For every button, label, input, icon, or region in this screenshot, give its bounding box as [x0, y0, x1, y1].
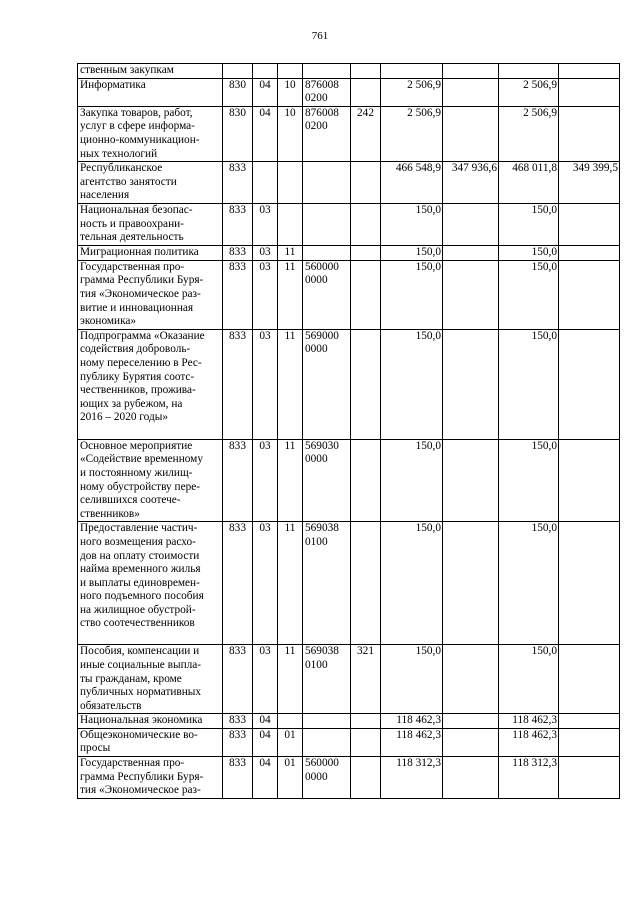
row-vr-cell [351, 260, 381, 329]
row-sum2-cell: 347 936,6 [443, 162, 499, 204]
row-vr-cell [351, 204, 381, 246]
row-sum4-cell [559, 106, 620, 161]
table-row [78, 204, 620, 246]
row-name-cell: Республиканское агентство занятости населения [78, 162, 223, 204]
row-vr-cell [351, 522, 381, 645]
row-rz-cell: 03 [253, 260, 278, 329]
row-sum3-cell: 150,0 [499, 645, 559, 714]
row-rz-cell [253, 162, 278, 204]
row-sum4-cell [559, 260, 620, 329]
row-pr-cell [278, 714, 303, 729]
row-vr-cell [351, 439, 381, 522]
table-row [78, 246, 620, 261]
row-sum3-cell: 150,0 [499, 522, 559, 645]
row-csr-cell [303, 162, 351, 204]
row-vr-cell: 242 [351, 106, 381, 161]
row-pr-cell [278, 64, 303, 79]
row-sum4-cell [559, 246, 620, 261]
row-gr-cell: 833 [223, 246, 253, 261]
table-row [78, 106, 620, 161]
row-sum4-cell [559, 728, 620, 756]
row-sum1-cell: 150,0 [381, 329, 443, 439]
row-csr-cell: 560000 0000 [303, 260, 351, 329]
row-sum4-cell [559, 78, 620, 106]
row-csr-cell: 569000 0000 [303, 329, 351, 439]
row-sum1-cell: 118 462,3 [381, 714, 443, 729]
row-name-cell: ственным закупкам [78, 64, 223, 79]
row-sum2-cell [443, 757, 499, 799]
row-csr-cell [303, 728, 351, 756]
row-vr-cell [351, 329, 381, 439]
row-sum1-cell: 2 506,9 [381, 106, 443, 161]
table-row [78, 439, 620, 522]
table-row [78, 78, 620, 106]
row-sum2-cell [443, 329, 499, 439]
row-gr-cell: 833 [223, 329, 253, 439]
row-sum3-cell: 118 462,3 [499, 714, 559, 729]
row-sum2-cell [443, 728, 499, 756]
table-row [78, 522, 620, 645]
row-rz-cell [253, 64, 278, 79]
row-gr-cell: 833 [223, 260, 253, 329]
row-sum4-cell [559, 522, 620, 645]
row-sum1-cell: 150,0 [381, 439, 443, 522]
row-name-cell: Подпрограмма «Оказание содействия доброволь- ному переселению в Рес- публику Бурятия соотс- чественников, прожива- ющих за рубежом, на 2016 – 2020 годы» [78, 329, 223, 439]
table-row [78, 645, 620, 714]
row-csr-cell: 876008 0200 [303, 106, 351, 161]
row-sum4-cell [559, 64, 620, 79]
table-row [78, 260, 620, 329]
row-sum1-cell: 150,0 [381, 260, 443, 329]
budget-table [77, 63, 620, 799]
row-csr-cell: 560000 0000 [303, 757, 351, 799]
row-gr-cell: 833 [223, 645, 253, 714]
row-pr-cell: 10 [278, 106, 303, 161]
row-csr-cell: 569038 0100 [303, 645, 351, 714]
row-csr-cell: 569030 0000 [303, 439, 351, 522]
row-gr-cell: 833 [223, 204, 253, 246]
row-pr-cell [278, 162, 303, 204]
row-vr-cell [351, 78, 381, 106]
row-sum2-cell [443, 260, 499, 329]
row-sum1-cell [381, 64, 443, 79]
row-sum3-cell: 118 462,3 [499, 728, 559, 756]
row-name-cell: Предоставление частич- ного возмещения расхо- дов на оплату стоимости найма временного жилья и выплаты единовремен- ного подъемного пособия на жилищное обустрой- ство соотечественников [78, 522, 223, 645]
row-sum2-cell [443, 78, 499, 106]
row-sum3-cell: 150,0 [499, 204, 559, 246]
row-pr-cell: 01 [278, 728, 303, 756]
row-pr-cell: 11 [278, 246, 303, 261]
row-csr-cell [303, 64, 351, 79]
row-pr-cell: 01 [278, 757, 303, 799]
row-gr-cell [223, 64, 253, 79]
row-sum3-cell: 468 011,8 [499, 162, 559, 204]
row-pr-cell: 10 [278, 78, 303, 106]
row-sum1-cell: 150,0 [381, 522, 443, 645]
row-name-cell: Информатика [78, 78, 223, 106]
row-vr-cell: 321 [351, 645, 381, 714]
row-pr-cell: 11 [278, 260, 303, 329]
page-number: 761 [311, 30, 329, 42]
row-sum4-cell [559, 714, 620, 729]
row-sum4-cell: 349 399,5 [559, 162, 620, 204]
row-sum1-cell: 118 462,3 [381, 728, 443, 756]
row-sum3-cell: 2 506,9 [499, 106, 559, 161]
row-sum2-cell [443, 522, 499, 645]
row-sum3-cell [499, 64, 559, 79]
row-pr-cell: 11 [278, 522, 303, 645]
row-rz-cell: 03 [253, 329, 278, 439]
row-sum3-cell: 150,0 [499, 246, 559, 261]
row-sum2-cell [443, 714, 499, 729]
row-vr-cell [351, 246, 381, 261]
table-row [78, 728, 620, 756]
row-sum1-cell: 118 312,3 [381, 757, 443, 799]
table-row [78, 757, 620, 799]
row-gr-cell: 833 [223, 714, 253, 729]
row-name-cell: Миграционная политика [78, 246, 223, 261]
row-rz-cell: 03 [253, 439, 278, 522]
row-name-cell: Закупка товаров, работ, услуг в сфере информа- ционно-коммуникацион- ных технологий [78, 106, 223, 161]
row-rz-cell: 04 [253, 106, 278, 161]
row-pr-cell: 11 [278, 439, 303, 522]
row-rz-cell: 04 [253, 728, 278, 756]
row-name-cell: Общеэкономические во- просы [78, 728, 223, 756]
row-sum1-cell: 150,0 [381, 246, 443, 261]
row-csr-cell: 876008 0200 [303, 78, 351, 106]
row-vr-cell [351, 757, 381, 799]
row-rz-cell: 04 [253, 757, 278, 799]
table-row [78, 64, 620, 79]
row-sum4-cell [559, 645, 620, 714]
row-sum1-cell: 150,0 [381, 645, 443, 714]
row-vr-cell [351, 728, 381, 756]
row-sum2-cell [443, 106, 499, 161]
row-name-cell: Государственная про- грамма Республики Буря- тия «Экономическое раз- [78, 757, 223, 799]
row-pr-cell [278, 204, 303, 246]
row-rz-cell: 03 [253, 522, 278, 645]
row-name-cell: Основное мероприятие «Содействие временному и постоянному жилищ- ному обустройству пере- селившихся соотече- ственников» [78, 439, 223, 522]
row-sum1-cell: 150,0 [381, 204, 443, 246]
row-csr-cell [303, 246, 351, 261]
table-row [78, 162, 620, 204]
budget-table-body [78, 64, 620, 799]
row-name-cell: Национальная экономика [78, 714, 223, 729]
row-sum3-cell: 2 506,9 [499, 78, 559, 106]
row-pr-cell: 11 [278, 329, 303, 439]
row-rz-cell: 03 [253, 204, 278, 246]
row-sum3-cell: 118 312,3 [499, 757, 559, 799]
row-gr-cell: 833 [223, 757, 253, 799]
row-vr-cell [351, 714, 381, 729]
row-gr-cell: 830 [223, 78, 253, 106]
row-sum2-cell [443, 64, 499, 79]
row-gr-cell: 830 [223, 106, 253, 161]
row-rz-cell: 03 [253, 246, 278, 261]
row-sum4-cell [559, 204, 620, 246]
row-gr-cell: 833 [223, 728, 253, 756]
table-row [78, 329, 620, 439]
row-csr-cell: 569038 0100 [303, 522, 351, 645]
row-sum3-cell: 150,0 [499, 260, 559, 329]
row-gr-cell: 833 [223, 162, 253, 204]
row-sum2-cell [443, 246, 499, 261]
row-gr-cell: 833 [223, 522, 253, 645]
row-csr-cell [303, 714, 351, 729]
row-sum4-cell [559, 439, 620, 522]
row-rz-cell: 04 [253, 714, 278, 729]
row-sum4-cell [559, 329, 620, 439]
row-vr-cell [351, 64, 381, 79]
row-sum1-cell: 2 506,9 [381, 78, 443, 106]
row-sum1-cell: 466 548,9 [381, 162, 443, 204]
row-sum3-cell: 150,0 [499, 329, 559, 439]
row-sum2-cell [443, 645, 499, 714]
row-gr-cell: 833 [223, 439, 253, 522]
row-name-cell: Пособия, компенсации и иные социальные выпла- ты гражданам, кроме публичных нормативных обязательств [78, 645, 223, 714]
row-sum2-cell [443, 439, 499, 522]
row-vr-cell [351, 162, 381, 204]
table-row [78, 714, 620, 729]
row-sum3-cell: 150,0 [499, 439, 559, 522]
row-csr-cell [303, 204, 351, 246]
row-sum2-cell [443, 204, 499, 246]
row-sum4-cell [559, 757, 620, 799]
row-name-cell: Государственная про- грамма Республики Буря- тия «Экономическое раз- витие и инновационная экономика» [78, 260, 223, 329]
row-rz-cell: 04 [253, 78, 278, 106]
row-name-cell: Национальная безопас- ность и правоохрани- тельная деятельность [78, 204, 223, 246]
row-rz-cell: 03 [253, 645, 278, 714]
row-pr-cell: 11 [278, 645, 303, 714]
